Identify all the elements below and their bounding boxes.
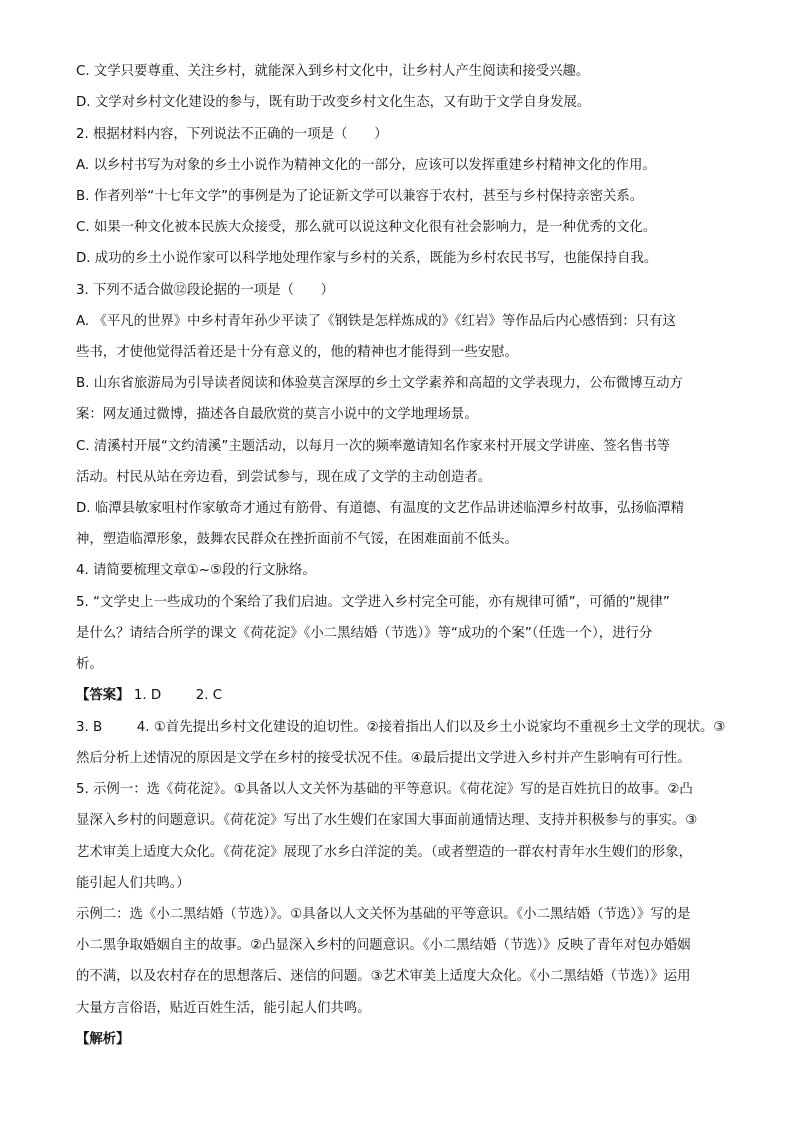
option-2c: C. 如果一种文化被本民族大众接受，那么就可以说这种文化很有社会影响力，是一种优秀的文化。 [76, 220, 657, 235]
option-2a: A. 以乡村书写为对象的乡土小说作为精神文化的一部分，应该可以发挥重建乡村精神文化的作用。 [76, 158, 656, 173]
answer-q1: 1. D [133, 688, 162, 703]
answer-q5-line: 小二黑争取婚姻自主的故事。②凸显深入乡村的问题意识。《小二黑结婚（节选）》反映了青年对包办婚姻 [76, 938, 691, 953]
option-1d: D. 文学对乡村文化建设的参与，既有助于改变乡村文化生态，又有助于文学自身发展。 [76, 95, 591, 110]
answer-q5-line: 5. 示例一：选《荷花淀》。①具备以人文关怀为基础的平等意识。《荷花淀》写的是百姓抗日的故事。②凸 [76, 782, 693, 797]
question-3: 3. 下列不适合做⑫段论据的一项是（ ） [76, 283, 335, 298]
option-1c: C. 文学只要尊重、关注乡村，就能深入到乡村文化中，让乡村人产生阅读和接受兴趣。 [76, 64, 590, 79]
option-2b: B. 作者列举“十七年文学”的事例是为了论证新文学可以兼容于农村，甚至与乡村保持亲密关系。 [76, 189, 644, 204]
answer-q3-q4 [76, 718, 725, 738]
answer-q5-line: 示例二：选《小二黑结婚（节选）》。①具备以人文关怀为基础的平等意识。《小二黑结婚（节选）》写的是 [76, 907, 691, 922]
option-3c-cont: 活动。村民从站在旁边看，到尝试参与，现在成了文学的主动创造者。 [76, 470, 492, 485]
answer-label: 【答案】 [76, 688, 130, 703]
answer-q4-cont: 然后分析上述情况的原因是文学在乡村的接受状况不佳。④最后提出文学进入乡村并产生影响有可行性。 [76, 751, 691, 766]
question-4: 4. 请简要梳理文章①~⑤段的行文脉络。 [76, 563, 316, 578]
answer-q5-line: 大量方言俗语，贴近百姓生活，能引起人们共鸣。 [76, 1001, 371, 1016]
question-5-end: 析。 [76, 657, 103, 672]
question-5-cont: 是什么？请结合所学的课文《荷花淀》《小二黑结婚（节选）》等“成功的个案”（任选一个），进行分 [76, 626, 653, 641]
option-3a-cont: 些书，才使他觉得活着还是十分有意义的，他的精神也才能得到一些安慰。 [76, 345, 518, 360]
answer-q4: 4. ①首先提出乡村文化建设的迫切性。②接着指出人们以及乡土小说家均不重视乡土文学的现状。③ [136, 720, 726, 735]
analysis-label: 【解析】 [76, 1032, 130, 1047]
option-2d: D. 成功的乡土小说作家可以科学地处理作家与乡村的关系，既能为乡村农民书写，也能保持自我。 [76, 251, 658, 266]
answer-header [76, 686, 222, 706]
option-3d-cont: 神，塑造临潭形象，鼓舞农民群众在挫折面前不气馁，在困难面前不低头。 [76, 532, 518, 547]
question-5: 5. “文学史上一些成功的个案给了我们启迪。文学进入乡村完全可能，亦有规律可循”，可循的“规律” [76, 595, 670, 610]
answer-q5-line: 艺术审美上适度大众化。《荷花淀》展现了水乡白洋淀的美。（或者塑造的一群农村青年水生嫂们的形象， [76, 845, 692, 860]
question-2: 2. 根据材料内容，下列说法不正确的一项是（ ） [76, 127, 388, 142]
answer-q3: 3. B [76, 720, 103, 735]
option-3b-cont: 案：网友通过微博，描述各自最欣赏的莫言小说中的文学地理场景。 [76, 407, 478, 422]
answer-q5-line: 显深入乡村的问题意识。《荷花淀》写出了水生嫂们在家国大事面前通情达理、支持并积极参与的事实。③ [76, 813, 698, 828]
option-3d: D. 临潭县敏家咀村作家敏奇才通过有筋骨、有道德、有温度的文艺作品讲述临潭乡村故事，弘扬临潭精 [76, 501, 685, 516]
answer-q2: 2. C [195, 688, 223, 703]
option-3c: C. 清溪村开展“文约清溪”主题活动，以每月一次的频率邀请知名作家来村开展文学讲座、签名售书等 [76, 439, 671, 454]
option-3b: B. 山东省旅游局为引导读者阅读和体验莫言深厚的乡土文学素养和高超的文学表现力，公布微博互动方 [76, 376, 683, 391]
answer-q5-line: 能引起人们共鸣。） [76, 876, 190, 891]
answer-q5-line: 的不满，以及农村存在的思想落后、迷信的问题。③艺术审美上适度大众化。《小二黑结婚（节选）》运用 [76, 969, 691, 984]
option-3a: A. 《平凡的世界》中乡村青年孙少平读了《钢铁是怎样炼成的》《红岩》等作品后内心感悟到：只有这 [76, 314, 676, 329]
